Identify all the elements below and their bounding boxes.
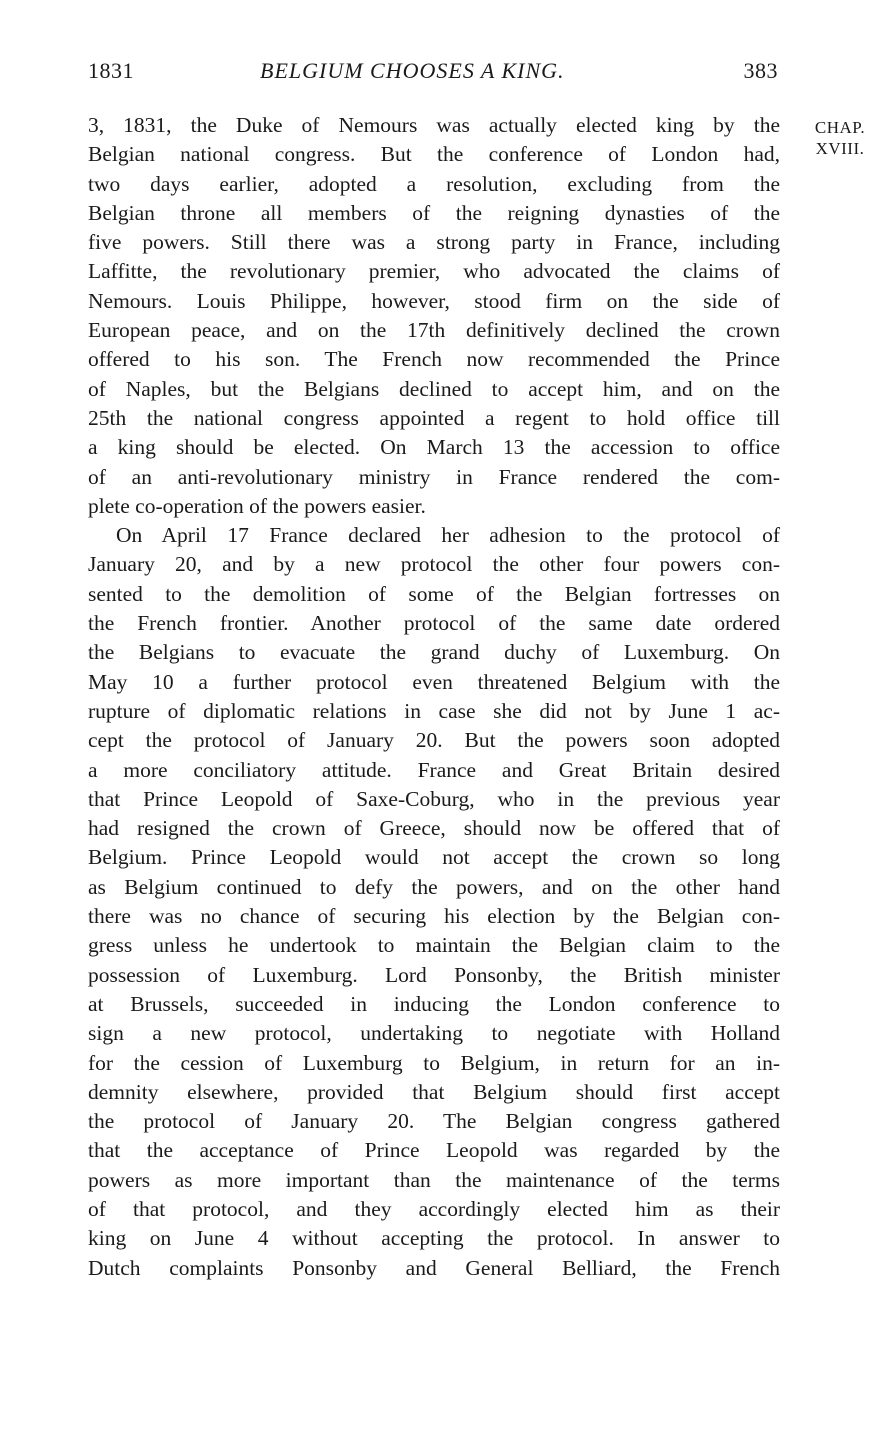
text-line: Belgian throne all members of the reigning dynasties of the	[88, 200, 780, 225]
text-line: powers as more important than the maintenance of the terms	[88, 1167, 780, 1192]
text-line: of that protocol, and they accordingly elected him as their	[88, 1196, 780, 1221]
text-line: Dutch complaints Ponsonby and General Belliard, the French	[88, 1255, 780, 1280]
text-line: the protocol of January 20. The Belgian congress gathered	[88, 1109, 780, 1134]
text-line: 25th the national congress appointed a regent to hold office till	[88, 405, 780, 430]
text-line: On April 17 France declared her adhesion to the protocol of	[116, 523, 780, 548]
text-line: January 20, and by a new protocol the other four powers con-	[88, 552, 780, 577]
text-line: sign a new protocol, undertaking to negotiate with Holland	[88, 1021, 780, 1046]
paragraph	[88, 111, 780, 521]
text-line: rupture of diplomatic relations in case she did not by June 1 ac-	[88, 698, 780, 723]
header-year: 1831	[88, 58, 134, 83]
running-header	[88, 58, 778, 94]
paragraph	[88, 521, 780, 1283]
text-line: cept the protocol of January 20. But the powers soon adopted	[88, 728, 780, 753]
text-line: a king should be elected. On March 13 the accession to office	[88, 435, 780, 460]
text-line: European peace, and on the 17th definitively declined the crown	[88, 318, 780, 343]
text-line: had resigned the crown of Greece, should now be offered that of	[88, 816, 780, 841]
text-line: Belgium. Prince Leopold would not accept the crown so long	[88, 845, 780, 870]
text-line: a more conciliatory attitude. France and Great Britain desired	[88, 757, 780, 782]
text-line: Laffitte, the revolutionary premier, who advocated the claims of	[88, 259, 780, 284]
text-line: gress unless he undertook to maintain the Belgian claim to the	[88, 933, 780, 958]
text-line: for the cession of Luxemburg to Belgium, in return for an in-	[88, 1050, 780, 1075]
text-line: two days earlier, adopted a resolution, excluding from the	[88, 171, 780, 196]
text-line: plete co-operation of the powers easier.	[88, 493, 426, 518]
text-line: of Naples, but the Belgians declined to accept him, and on the	[88, 376, 780, 401]
text-line: five powers. Still there was a strong party in France, including	[88, 230, 780, 255]
text-line: the Belgians to evacuate the grand duchy of Luxemburg. On	[88, 640, 780, 665]
text-line: demnity elsewhere, provided that Belgium should first accept	[88, 1079, 780, 1104]
text-line: that Prince Leopold of Saxe-Coburg, who in the previous year	[88, 786, 780, 811]
text-line: as Belgium continued to defy the powers, and on the other hand	[88, 874, 780, 899]
text-line: king on June 4 without accepting the protocol. In answer to	[88, 1226, 780, 1251]
text-line: possession of Luxemburg. Lord Ponsonby, the British minister	[88, 962, 780, 987]
text-line: at Brussels, succeeded in inducing the London conference to	[88, 991, 780, 1016]
text-line: Belgian national congress. But the conference of London had,	[88, 142, 780, 167]
body-text	[88, 111, 780, 1283]
text-line: Nemours. Louis Philippe, however, stood firm on the side of	[88, 288, 780, 313]
text-line: that the acceptance of Prince Leopold was regarded by the	[88, 1138, 780, 1163]
chapter-margin-note	[800, 117, 880, 159]
margin-note-chap: CHAP.	[814, 118, 866, 137]
running-title: BELGIUM CHOOSES A KING.	[260, 58, 565, 83]
text-line: 3, 1831, the Duke of Nemours was actually elected king by the	[88, 113, 780, 137]
text-line: there was no chance of securing his election by the Belgian con-	[88, 904, 780, 929]
margin-note-chapter-number: XVIII.	[815, 139, 865, 158]
text-line: offered to his son. The French now recommended the Prince	[88, 347, 780, 372]
text-line: of an anti-revolutionary ministry in France rendered the com-	[88, 464, 780, 489]
text-line: sented to the demolition of some of the Belgian fortresses on	[88, 581, 780, 606]
text-line: May 10 a further protocol even threatened Belgium with the	[88, 669, 780, 694]
page-number: 383	[743, 58, 778, 83]
text-line: the French frontier. Another protocol of the same date ordered	[88, 611, 780, 636]
